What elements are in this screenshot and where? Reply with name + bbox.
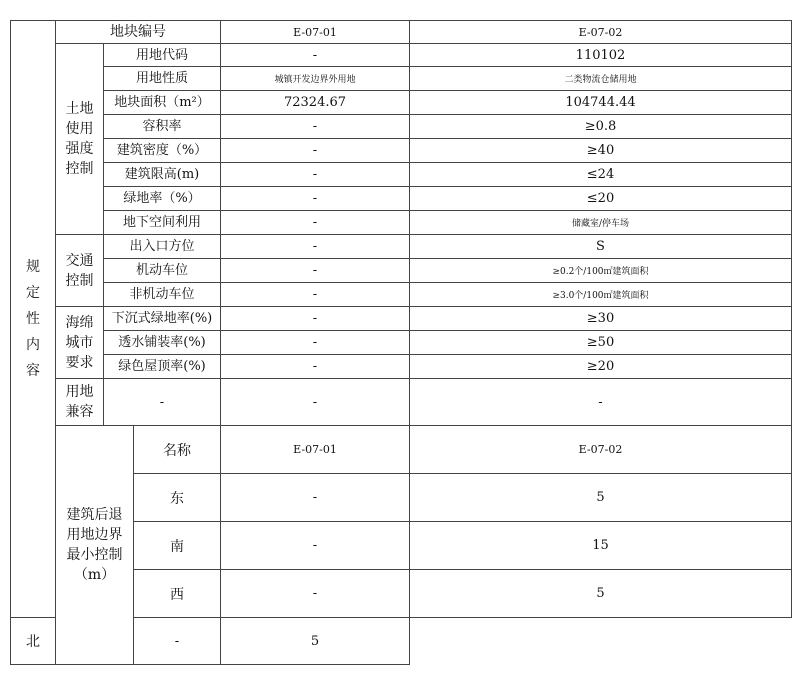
value-plot-2: ≥20 [410, 355, 792, 379]
value-plot-2: 104744.44 [410, 91, 792, 115]
regulation-table [10, 20, 792, 665]
value-plot-2: ≥30 [410, 307, 792, 331]
group-label-land-use: 土地 使用 强度 控制 [56, 44, 104, 235]
value-plot-2: 110102 [410, 44, 792, 67]
direction-label: 北 [11, 618, 56, 665]
value-plot-2: 储藏室/停车场 [410, 211, 792, 235]
direction-label: 南 [134, 522, 221, 570]
section-char: 内 [26, 337, 40, 353]
row-label: 出入口方位 [104, 235, 221, 259]
section-char: 性 [26, 311, 40, 327]
group-label-traffic: 交通 控制 [56, 235, 104, 307]
value-plot-2: ≥50 [410, 331, 792, 355]
value-plot-1: - [221, 187, 410, 211]
row-label: 用地性质 [104, 67, 221, 91]
value-plot-2: 5 [221, 618, 410, 665]
value-plot-1: - [221, 44, 410, 67]
section-label [11, 21, 56, 618]
value-plot-1: - [221, 211, 410, 235]
row-label: - [104, 379, 221, 426]
value-plot-2: 5 [410, 570, 792, 618]
plot-id-1: E-07-01 [221, 21, 410, 44]
value-plot-2: ≥40 [410, 139, 792, 163]
setback-plot-1: E-07-01 [221, 426, 410, 474]
value-plot-2: 15 [410, 522, 792, 570]
value-plot-1: - [221, 163, 410, 187]
row-label: 下沉式绿地率(%) [104, 307, 221, 331]
direction-label: 东 [134, 474, 221, 522]
value-plot-2: - [410, 379, 792, 426]
section-char: 定 [26, 285, 40, 301]
value-plot-1: - [221, 259, 410, 283]
value-plot-1: - [221, 139, 410, 163]
value-plot-1: - [221, 235, 410, 259]
group-label-compat: 用地 兼容 [56, 379, 104, 426]
row-label: 机动车位 [104, 259, 221, 283]
direction-label: 西 [134, 570, 221, 618]
value-plot-1: - [221, 355, 410, 379]
value-plot-2: ≥0.8 [410, 115, 792, 139]
value-plot-1: - [221, 379, 410, 426]
value-plot-1: - [221, 115, 410, 139]
row-label: 建筑限高(m) [104, 163, 221, 187]
row-label: 透水铺装率(%) [104, 331, 221, 355]
row-label: 建筑密度（%） [104, 139, 221, 163]
section-char: 容 [26, 363, 40, 379]
value-plot-2: ≤24 [410, 163, 792, 187]
value-plot-1: - [221, 331, 410, 355]
row-label: 非机动车位 [104, 283, 221, 307]
setback-plot-2: E-07-02 [410, 426, 792, 474]
row-label: 用地代码 [104, 44, 221, 67]
value-plot-1: - [221, 474, 410, 522]
value-plot-1: - [221, 283, 410, 307]
plot-id-2: E-07-02 [410, 21, 792, 44]
value-plot-2: 5 [410, 474, 792, 522]
value-plot-2: ≥0.2个/100㎡建筑面积 [410, 259, 792, 283]
value-plot-1: - [221, 522, 410, 570]
row-label: 绿地率（%） [104, 187, 221, 211]
value-plot-2: ≤20 [410, 187, 792, 211]
row-label: 绿色屋顶率(%) [104, 355, 221, 379]
value-plot-1: - [221, 570, 410, 618]
value-plot-1: - [221, 307, 410, 331]
plot-id-header: 地块编号 [56, 21, 221, 44]
value-plot-2: 二类物流仓储用地 [410, 67, 792, 91]
group-label-sponge: 海绵 城市 要求 [56, 307, 104, 379]
group-label-setback: 建筑后退 用地边界 最小控制 （m） [56, 426, 134, 665]
section-char: 规 [26, 259, 40, 275]
row-label: 地块面积（m²） [104, 91, 221, 115]
value-plot-1: - [134, 618, 221, 665]
value-plot-2: ≥3.0个/100㎡建筑面积 [410, 283, 792, 307]
row-label: 地下空间利用 [104, 211, 221, 235]
value-plot-1: 72324.67 [221, 91, 410, 115]
value-plot-2: S [410, 235, 792, 259]
setback-name-header: 名称 [134, 426, 221, 474]
row-label: 容积率 [104, 115, 221, 139]
value-plot-1: 城镇开发边界外用地 [221, 67, 410, 91]
